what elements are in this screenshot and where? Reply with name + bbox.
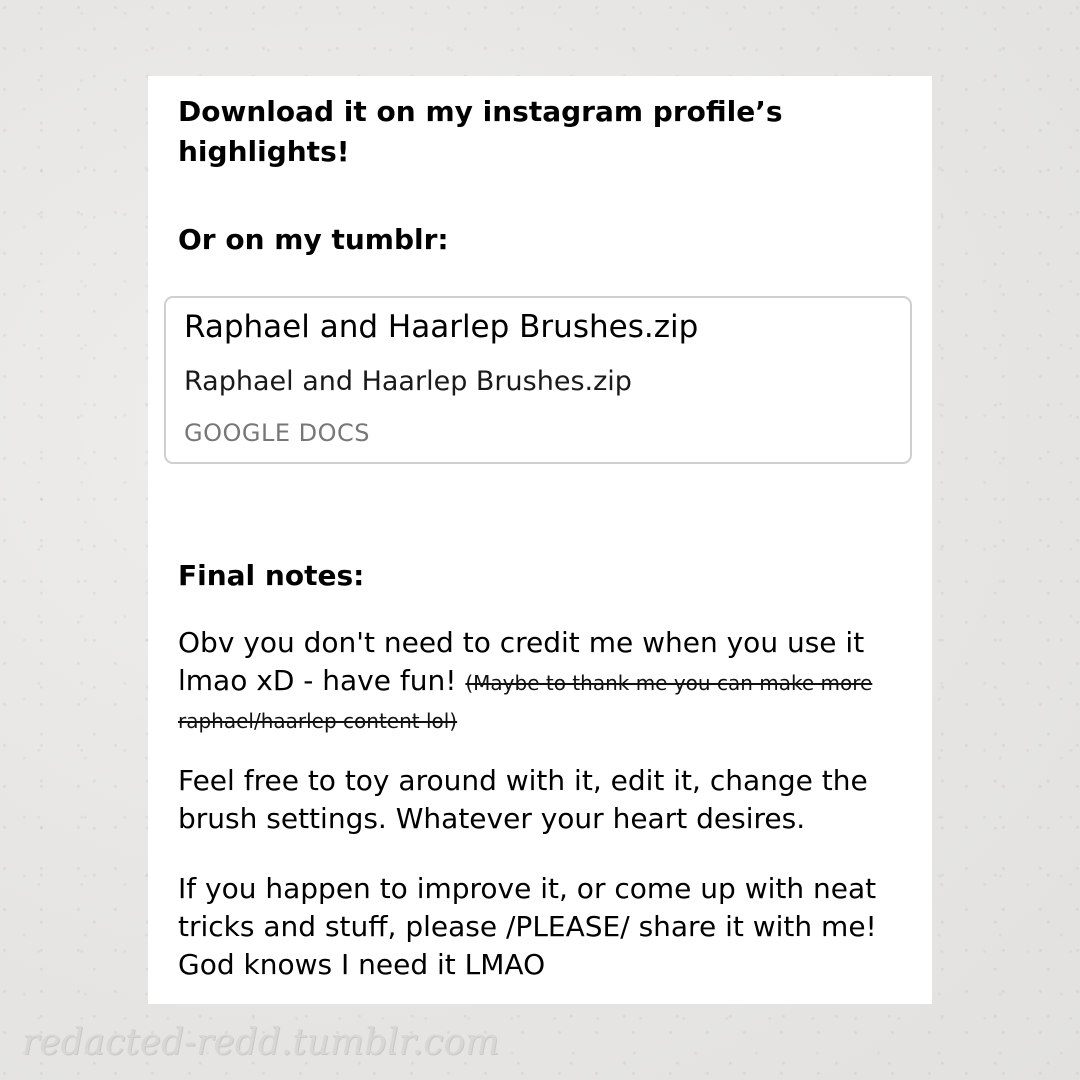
- link-source: GOOGLE DOCS: [184, 419, 371, 447]
- note-paragraph-edit: Feel free to toy around with it, edit it, change the brush settings. Whatever your heart desires.: [178, 764, 868, 835]
- note-credit-strikethrough: (Maybe to thank me you can make more raphael/haarlep content lol): [178, 671, 873, 733]
- note-paragraph-credit: [178, 624, 908, 738]
- link-preview-card[interactable]: [164, 296, 912, 464]
- link-description: Raphael and Haarlep Brushes.zip: [184, 366, 632, 397]
- link-title: Raphael and Haarlep Brushes.zip: [184, 309, 699, 345]
- note-credit-text: Obv you don't need to credit me when you use it lmao xD - have fun!: [178, 626, 865, 697]
- download-heading: Download it on my instagram profile’s highlights!: [178, 95, 783, 168]
- note-paragraph-share: If you happen to improve it, or come up with neat tricks and stuff, please /PLEASE/ share it with me! God knows I need it LMAO: [178, 872, 877, 981]
- final-notes-heading: Final notes:: [178, 559, 365, 592]
- tumblr-heading: Or on my tumblr:: [178, 223, 449, 256]
- post-card: [148, 76, 932, 1004]
- watermark-text: redacted-redd.tumblr.com: [22, 1022, 500, 1063]
